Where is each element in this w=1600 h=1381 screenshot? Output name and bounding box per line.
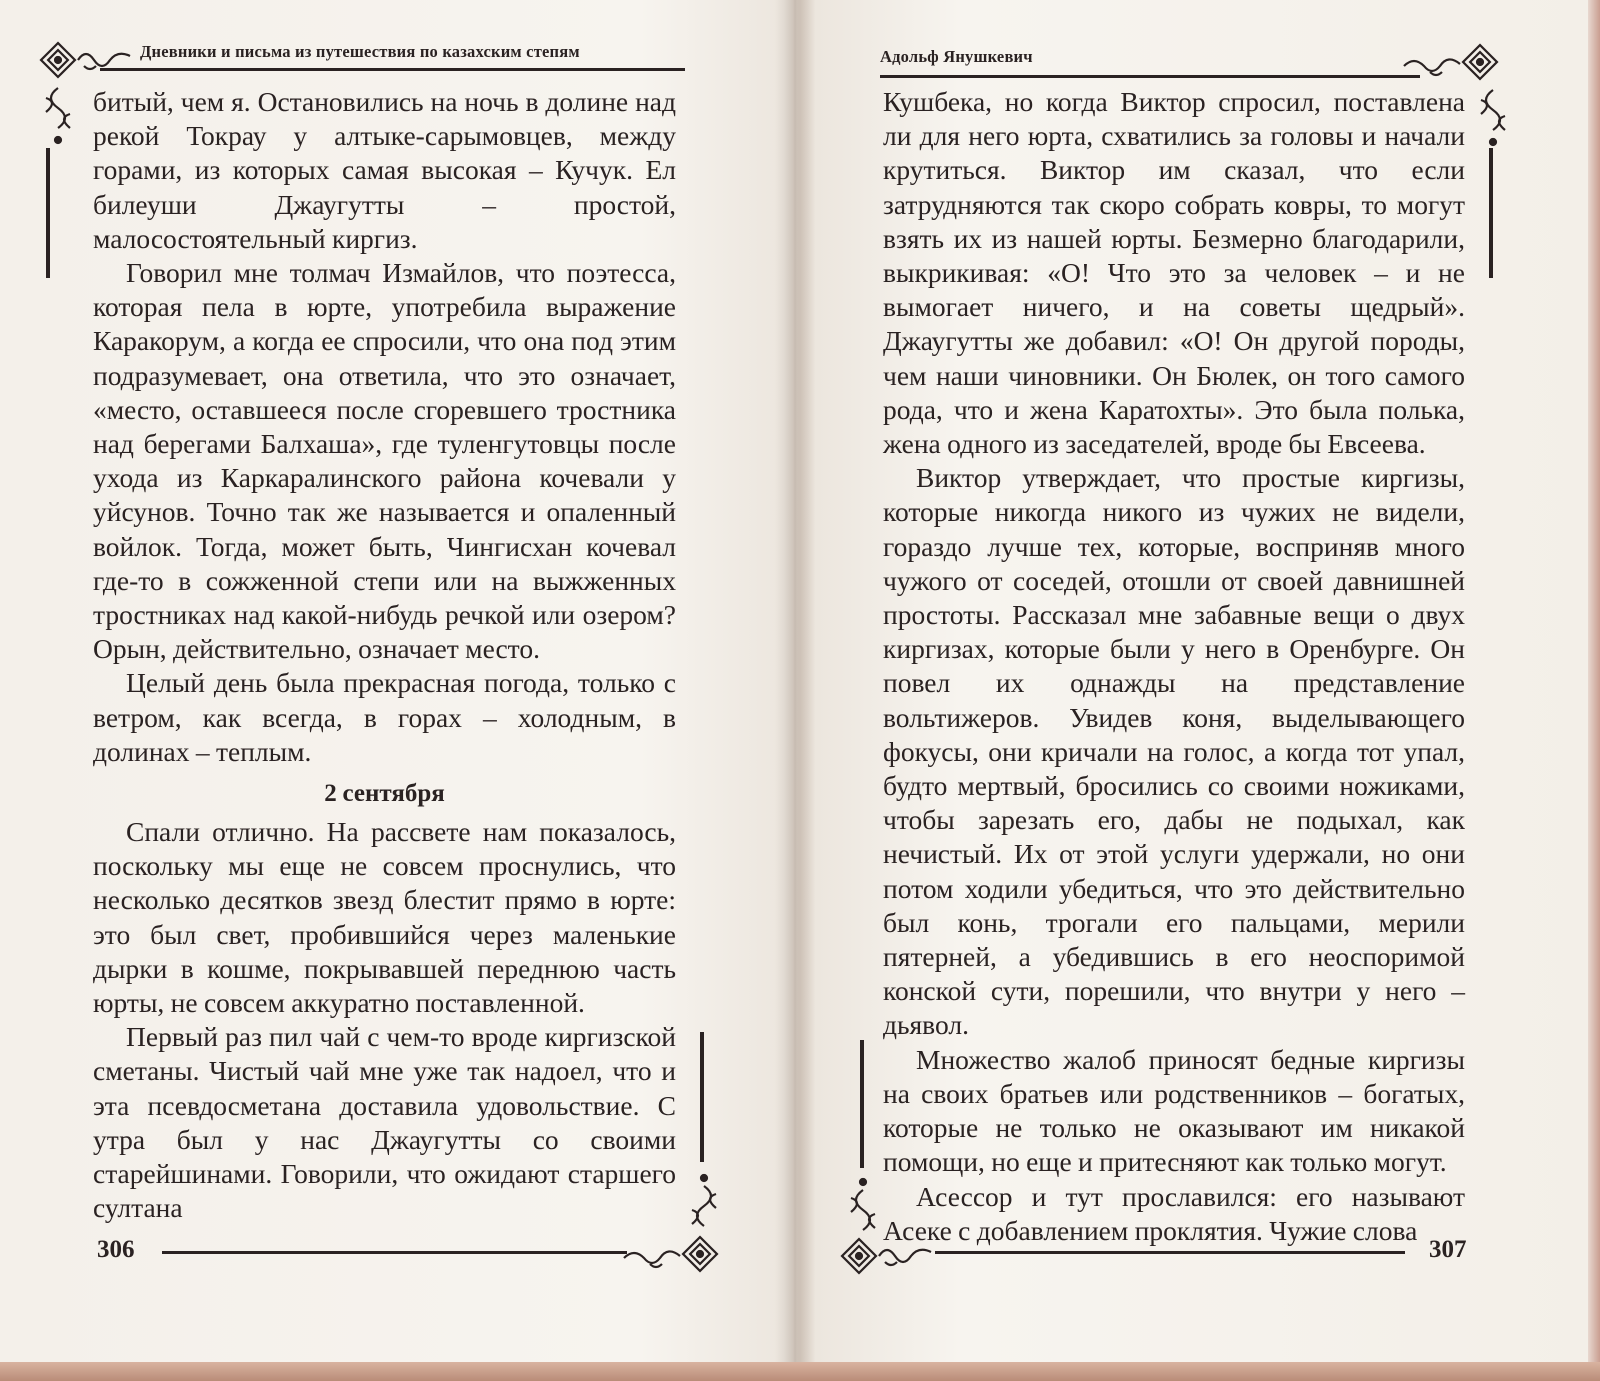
corner-ornament-icon	[38, 40, 138, 80]
header-rule	[880, 75, 1420, 78]
side-flourish-icon	[1473, 86, 1513, 150]
corner-ornament-icon	[1400, 42, 1500, 82]
paragraph: битый, чем я. Остановились на ночь в долине над рекой Токрау у алтыке-сарымовцев, между горами, из которых самая высокая – Кучук. Ел билеуши Джаугутты – простой, малосостоятельный киргиз.	[93, 86, 676, 254]
corner-ornament-icon	[839, 1236, 939, 1276]
right-page	[795, 0, 1600, 1365]
side-flourish-icon	[843, 1176, 883, 1240]
page-number: 306	[97, 1236, 135, 1263]
book-gutter	[775, 0, 815, 1381]
running-head: Адольф Янушкевич	[880, 47, 1033, 66]
body-text	[93, 85, 676, 1226]
side-flourish-icon	[38, 84, 78, 148]
paragraph: Говорил мне толмач Измайлов, что поэтесса, которая пела в юрте, употребила выражение Каракорум, а когда ее спросили, что она под этим подразумевает, она ответила, что это означает, «место, оставшееся после сгоревшего тростника над берегами Балхаша», где туленгутовцы после ухода из Каркаралинского района кочевали у уйсунов. Точно так же называется и опаленный войлок. Тогда, может быть, Чингисхан кочевал где-то в сожженной степи или на выжженных тростниках над какой-нибудь речкой или озером? Орын, действительно, означает место.	[93, 257, 676, 665]
page-number: 307	[1429, 1236, 1467, 1263]
footer-rule	[162, 1251, 627, 1254]
paragraph: Целый день была прекрасная погода, только с ветром, как всегда, в горах – холодным, в долинах – теплым.	[93, 667, 676, 767]
paragraph: Асессор и тут прославился: его называют Асеке с добавлением проклятия. Чужие слова	[883, 1180, 1465, 1246]
paragraph: Кушбека, но когда Виктор спросил, поставлена ли для него юрта, схватились за головы и начали крутиться. Виктор им сказал, что если затрудняются так скоро собрать ковры, то могут взять их из нашей юрты. Безмерно благодарили, выкрикивая: «О! Что это за человек – и не вымогает ничего, и на советы щедрый». Джаугутты же добавил: «О! Он другой породы, чем наши чиновники. Он Бюлек, он того самого рода, что и жена Каратохты». Это была полька, жена одного из заседателей, вроде бы Евсеева.	[883, 86, 1465, 460]
header-rule	[100, 68, 685, 71]
page-edge	[1588, 0, 1600, 1381]
paragraph: Спали отлично. На рассвете нам показалось, поскольку мы еще не совсем проснулись, что несколько десятков звезд блестит прямо в юрте: это был свет, пробившийся через маленькие дырки в кошме, покрывавшей переднюю часть юрты, не совсем аккуратно поставленной.	[93, 816, 676, 1019]
body-text	[883, 85, 1465, 1248]
page-edge	[0, 1362, 1600, 1381]
running-head: Дневники и письма из путешествия по казахским степям	[140, 42, 580, 61]
margin-rule	[700, 1032, 704, 1162]
section-heading: 2 сентября	[324, 780, 445, 808]
footer-rule	[935, 1251, 1405, 1254]
paragraph: Множество жалоб приносят бедные киргизы на своих братьев или родственников – богатых, которые не только не оказывают им никакой помощи, но еще и притесняют как только могут.	[883, 1043, 1465, 1178]
corner-ornament-icon	[620, 1234, 720, 1274]
side-flourish-icon	[684, 1172, 724, 1236]
margin-rule	[860, 1040, 864, 1168]
paragraph: Виктор утверждает, что простые киргизы, которые никогда никого из чужих не видели, гораздо лучше тех, которые, восприняв много чужого от соседей, отошли от своей давнишней простоты. Рассказал мне забавные вещи о двух киргизах, которые были у него в Оренбурге. Он повел их однажды на представление вольтижеров. Увидев коня, выделывающего фокусы, они кричали на голос, а когда тот упал, будто мертвый, бросились со своими ножиками, чтобы зарезать его, дабы не подыхал, как нечистый. Их от этой услуги удержали, но они потом ходили убедиться, что это действительно был конь, трогали его пальцами, мерили пятерней, а убедившись в его неоспоримой конской сути, порешили, что внутри у него – дьявол.	[883, 462, 1465, 1041]
margin-rule	[1489, 148, 1493, 278]
margin-rule	[46, 148, 50, 278]
paragraph: Первый раз пил чай с чем-то вроде киргизской сметаны. Чистый чай мне уже так надоел, что и эта псевдосметана доставила удовольствие. С утра был у нас Джаугутты со своими старейшинами. Говорили, что ожидают старшего султана	[93, 1021, 676, 1224]
left-page	[0, 0, 790, 1365]
